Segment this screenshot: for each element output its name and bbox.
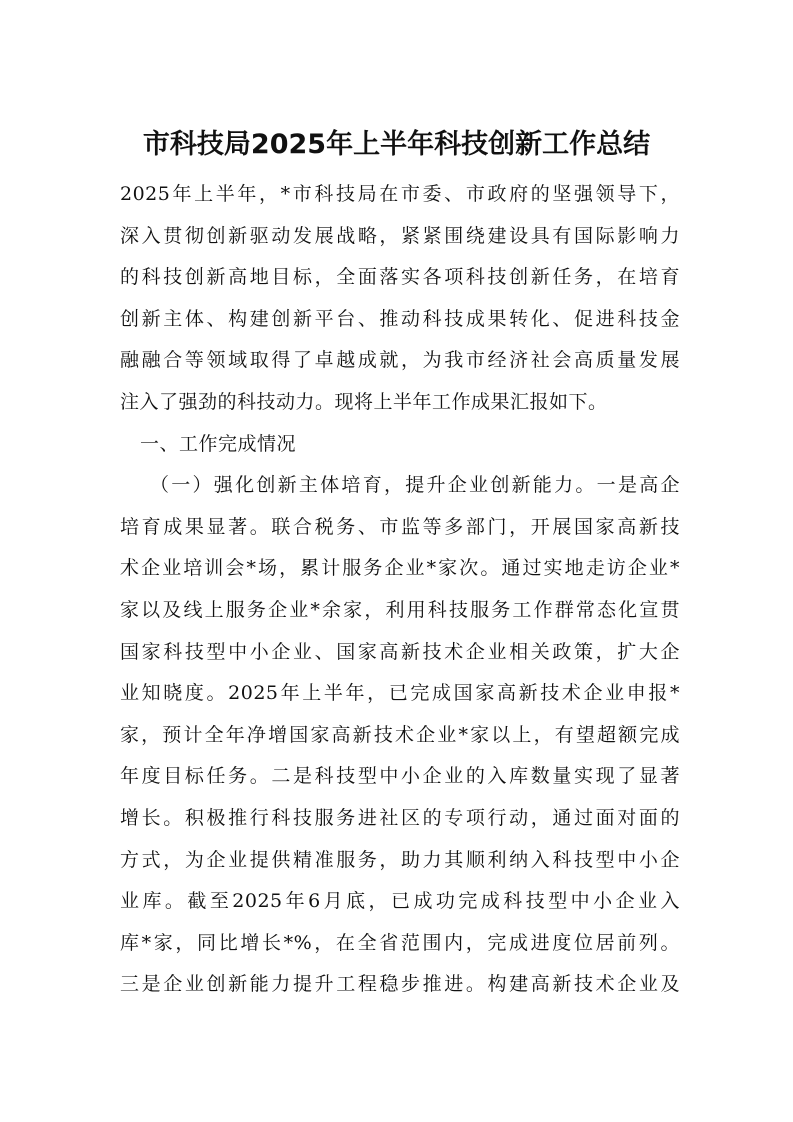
body-line: 融融合等领域取得了卓越成就，为我市经济社会高质量发展 (120, 349, 680, 372)
body-line: 三是企业创新能力提升工程稳步推进。构建高新技术企业及 (120, 973, 680, 996)
body-line: 国家科技型中小企业、国家高新技术企业相关政策，扩大企 (120, 640, 680, 663)
body-line: 业库。截至2025年6月底，已成功完成科技型中小企业入 (120, 890, 680, 913)
body-line: 库*家，同比增长*%，在全省范围内，完成进度位居前列。 (120, 931, 680, 954)
body-line: 家以及线上服务企业*余家，利用科技服务工作群常态化宣贯 (120, 598, 680, 621)
body-line: 注入了强劲的科技动力。现将上半年工作成果汇报如下。 (120, 390, 608, 413)
body-line: 创新主体、构建创新平台、推动科技成果转化、促进科技金 (120, 307, 680, 330)
document-body (120, 174, 680, 1006)
body-line: 术企业培训会*场，累计服务企业*家次。通过实地走访企业* (120, 557, 680, 580)
body-line: 2025年上半年，*市科技局在市委、市政府的坚强领导下， (120, 183, 680, 205)
body-line: 年度目标任务。二是科技型中小企业的入库数量实现了显著 (120, 765, 680, 788)
body-line: 家，预计全年净增国家高新技术企业*家以上，有望超额完成 (120, 723, 680, 746)
body-line: 方式，为企业提供精准服务，助力其顺利纳入科技型中小企 (120, 848, 680, 871)
body-line: 业知晓度。2025年上半年，已完成国家高新技术企业申报* (120, 682, 680, 705)
body-line: 深入贯彻创新驱动发展战略，紧紧围绕建设具有国际影响力 (120, 224, 680, 247)
body-line: 的科技创新高地目标，全面落实各项科技创新任务，在培育 (120, 266, 680, 289)
body-line: 增长。积极推行科技服务进社区的专项行动，通过面对面的 (120, 806, 680, 829)
section-heading: 一、工作完成情况 (140, 432, 297, 455)
body-line: （一）强化创新主体培育，提升企业创新能力。一是高企 (150, 474, 680, 497)
document-title: 市科技局2025年上半年科技创新工作总结 (142, 129, 651, 160)
body-line: 培育成果显著。联合税务、市监等多部门，开展国家高新技 (120, 515, 680, 538)
